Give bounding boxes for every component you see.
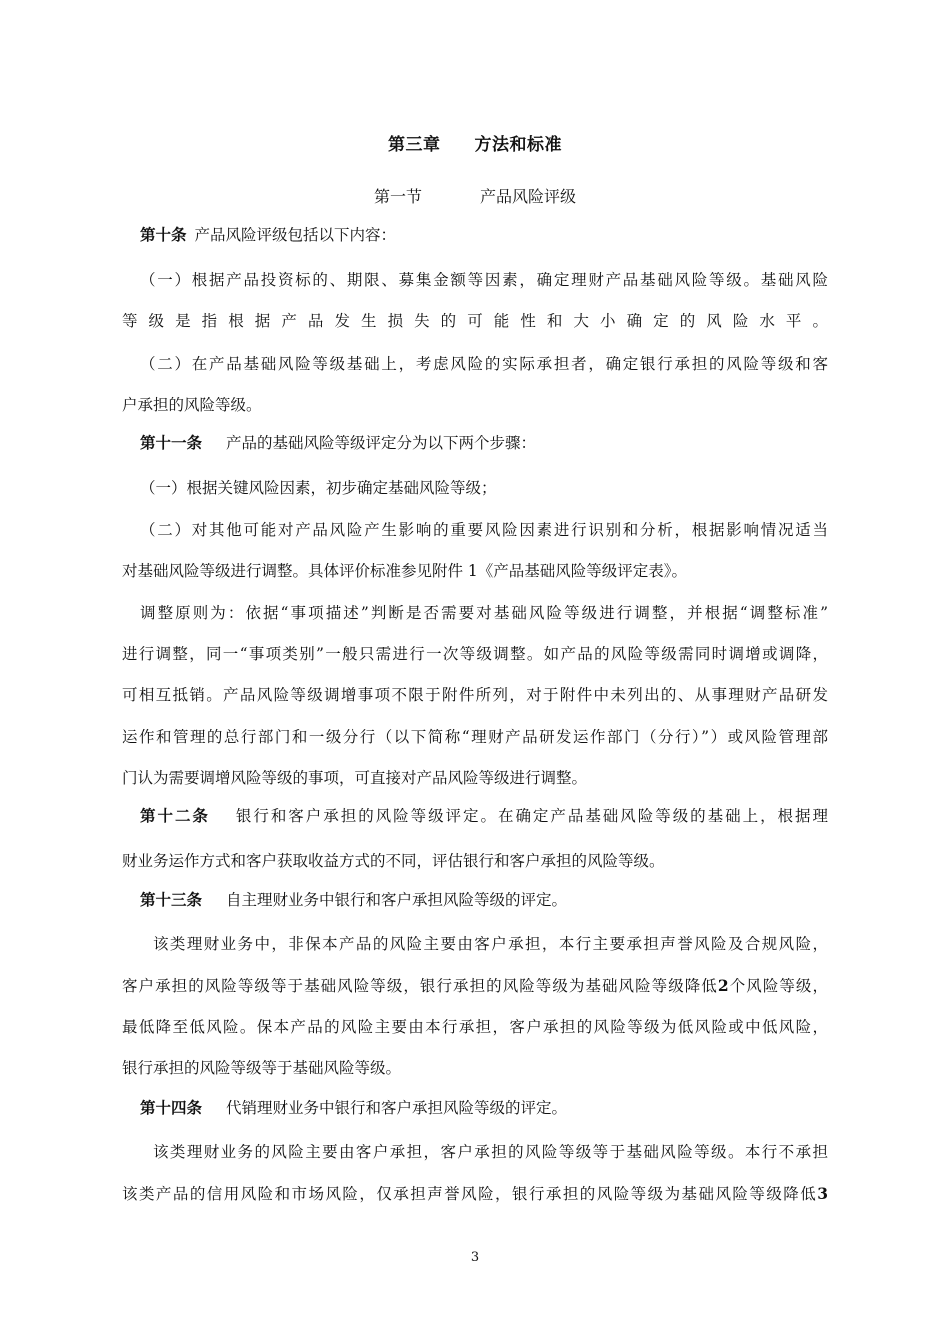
art11-item2-line1: （二）对其他可能对产品风险产生影响的重要风险因素进行识别和分析，根据影响情况适当 <box>140 521 828 539</box>
article-11 <box>122 432 828 454</box>
art12-line2: 财业务运作方式和客户获取收益方式的不同，评估银行和客户承担的风险等级。 <box>122 852 665 870</box>
article-11-label: 第十一条 <box>140 433 203 452</box>
article-14-text: 代销理财业务中银行和客户承担风险等级的评定。 <box>226 1099 568 1117</box>
section-label: 第一节 <box>373 187 422 206</box>
art11-para-line2: 进行调整，同一“事项类别”一般只需进行一次等级调整。如产品的风险等级需同时调增或调降， <box>122 645 828 663</box>
art11-item1-line1: （一）根据关键风险因素，初步确定基础风险等级； <box>140 479 497 497</box>
article-14 <box>122 1097 828 1119</box>
article-13-text: 自主理财业务中银行和客户承担风险等级的评定。 <box>226 891 568 909</box>
art11-para-line4: 运作和管理的总行部门和一级分行（以下简称“理财产品研发运作部门（分行）”）或风险管理部 <box>122 728 828 746</box>
article-13 <box>122 889 828 911</box>
article-11-text: 产品的基础风险等级评定分为以下两个步骤： <box>226 434 537 452</box>
article-12-text: 银行和客户承担的风险等级评定。在确定产品基础风险等级的基础上，根据理 <box>233 807 828 825</box>
art10-item1-line2: 等级是指根据产品发生损失的可能性和大小确定的风险水平。 <box>122 312 828 330</box>
art10-item1-line1: （一）根据产品投资标的、期限、募集金额等因素，确定理财产品基础风险等级。基础风险 <box>140 271 828 289</box>
art10-item2-line1: （二）在产品基础风险等级基础上，考虑风险的实际承担者，确定银行承担的风险等级和客 <box>140 355 828 373</box>
art11-item2-line2: 对基础风险等级进行调整。具体评价标准参见附件 1《产品基础风险等级评定表》。 <box>122 562 688 580</box>
article-14-label: 第十四条 <box>140 1098 203 1117</box>
art14-para-line2-a: 该类产品的信用风险和市场风险，仅承担声誉风险，银行承担的风险等级为基础风险等级降低 <box>122 1185 818 1203</box>
chapter-heading <box>0 130 950 155</box>
art14-para-line1: 该类理财业务的风险主要由客户承担，客户承担的风险等级等于基础风险等级。本行不承担 <box>153 1143 828 1161</box>
art13-para-line2 <box>122 975 828 997</box>
chapter-label: 第三章 <box>388 135 441 155</box>
art13-para-line2-a: 客户承担的风险等级等于基础风险等级，银行承担的风险等级为基础风险等级降低 <box>122 977 718 995</box>
art11-para-line1: 调整原则为：依据“事项描述”判断是否需要对基础风险等级进行调整，并根据“调整标准” <box>140 604 828 622</box>
art13-para-line4: 银行承担的风险等级等于基础风险等级。 <box>122 1059 402 1077</box>
art11-para-line3: 可相互抵销。产品风险等级调增事项不限于附件所列，对于附件中未列出的、从事理财产品研发 <box>122 686 828 704</box>
article-10 <box>122 224 828 246</box>
art14-level-count: 3 <box>817 1184 828 1203</box>
art13-para-line3: 最低降至低风险。保本产品的风险主要由本行承担，客户承担的风险等级为低风险或中低风险， <box>122 1018 828 1036</box>
art13-para-line1: 该类理财业务中，非保本产品的风险主要由客户承担，本行主要承担声誉风险及合规风险， <box>153 935 828 953</box>
art13-para-line2-b: 个风险等级， <box>728 977 828 995</box>
art10-item2-line2: 户承担的风险等级。 <box>122 396 262 414</box>
article-12-label: 第十二条 <box>140 806 210 825</box>
article-10-text: 产品风险评级包括以下内容： <box>194 226 397 244</box>
article-10-label: 第十条 <box>140 225 187 244</box>
art11-para-line5: 门认为需要调增风险等级的事项，可直接对产品风险等级进行调整。 <box>122 769 588 787</box>
article-12 <box>122 805 828 827</box>
section-title: 产品风险评级 <box>480 187 577 206</box>
page-number: 3 <box>470 1250 480 1265</box>
section-heading <box>0 184 950 207</box>
art13-level-count: 2 <box>717 976 729 995</box>
chapter-title: 方法和标准 <box>474 135 562 155</box>
article-13-label: 第十三条 <box>140 890 203 909</box>
art14-para-line2 <box>122 1183 828 1205</box>
